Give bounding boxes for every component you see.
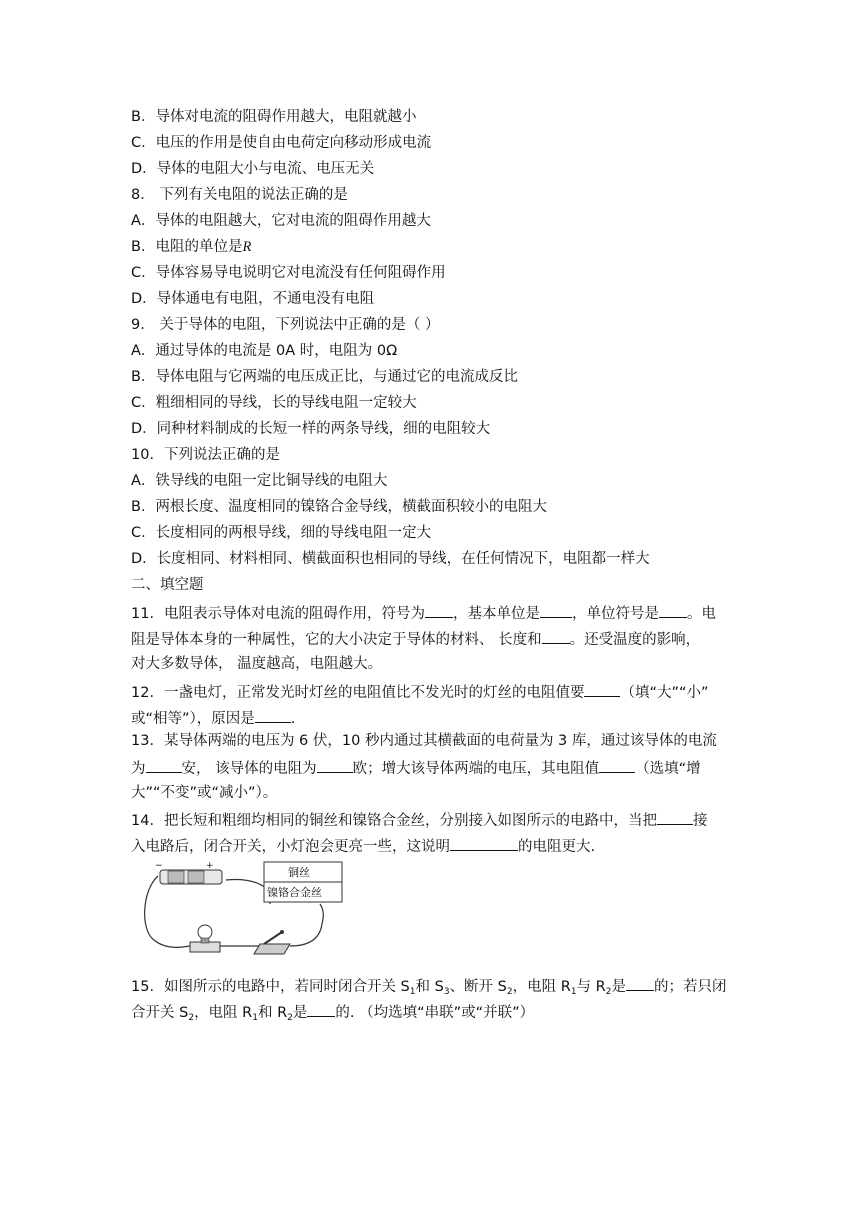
q11-line-3: 对大多数导体， 温度越高，电阻越大。 — [131, 656, 383, 672]
answer-blank — [599, 758, 635, 773]
battery-plus: + — [206, 861, 214, 871]
circuit-wire — [290, 904, 323, 946]
q8-option-c: C．导体容易导电说明它对电流没有任何阻碍作用 — [131, 265, 446, 281]
section-heading-fill-in: 二、填空题 — [131, 577, 204, 593]
circuit-wire — [226, 879, 266, 888]
q8-option-b: B．电阻的单位是R — [131, 239, 252, 255]
q10-option-d: D．长度相同、材料相同、横截面积也相同的导线，在任何情况下，电阻都一样大 — [131, 551, 650, 567]
q10-option-c: C．长度相同的两根导线，细的导线电阻一定大 — [131, 525, 432, 541]
q9-stem: 9． 关于导体的电阻，下列说法中正确的是（ ） — [131, 317, 440, 333]
answer-blank — [450, 836, 518, 851]
q7-option-b: B．导体对电流的阻碍作用越大，电阻就越小 — [131, 109, 417, 125]
q7-option-d: D．导体的电阻大小与电流、电压无关 — [131, 161, 375, 177]
q8-option-a: A．导体的电阻越大，它对电流的阻碍作用越大 — [131, 213, 431, 229]
q13-line-3: 大”“不变”或“减小”）。 — [131, 785, 278, 801]
answer-blank — [657, 810, 693, 825]
q8-stem: 8． 下列有关电阻的说法正确的是 — [131, 187, 348, 203]
q10-stem: 10．下列说法正确的是 — [131, 447, 280, 463]
q13-line-2: 为 安， 该导体的电阻为 欧；增大该导体两端的电压，其电阻值 （选填“增 — [131, 758, 701, 778]
q8-option-d: D．导体通电有电阻，不通电没有电阻 — [131, 291, 375, 307]
answer-blank — [626, 976, 654, 991]
answer-blank — [584, 682, 620, 697]
answer-blank — [317, 758, 353, 773]
answer-blank — [540, 603, 572, 618]
answer-blank — [425, 603, 453, 618]
q12-line-2: 或“相等”），原因是 . — [131, 708, 295, 728]
bulb-icon — [190, 925, 220, 952]
q9-option-c: C．粗细相同的导线，长的导线电阻一定较大 — [131, 395, 417, 411]
q10-option-a: A．铁导线的电阻一定比铜导线的电阻大 — [131, 473, 388, 489]
q14-line-2: 入电路后，闭合开关，小灯泡会更亮一些，这说明 的电阻更大. — [131, 836, 595, 856]
answer-blank — [307, 1002, 335, 1017]
q13-line-1: 13．某导体两端的电压为 6 伏，10 秒内通过其横截面的电荷量为 3 库，通过该导体的电流 — [131, 733, 717, 749]
q9-option-d: D．同种材料制成的长短一样的两条导线，细的电阻较大 — [131, 421, 491, 437]
answer-blank — [146, 758, 182, 773]
battery-icon — [160, 870, 222, 884]
switch-icon — [254, 930, 290, 954]
answer-blank — [255, 708, 291, 723]
q9-option-b: B．导体电阻与它两端的电压成正比，与通过它的电流成反比 — [131, 369, 518, 385]
q11-line-1: 11．电阻表示导体对电流的阻碍作用，符号为 ，基本单位是 ，单位符号是 。电 — [131, 603, 716, 623]
q7-option-c: C．电压的作用是使自由电荷定向移动形成电流 — [131, 135, 432, 151]
answer-blank — [542, 629, 570, 644]
q11-line-2: 阻是导体本身的一种属性，它的大小决定于导体的材料、 长度和 。还受温度的影响， — [131, 629, 700, 649]
label-copper: 铜丝 — [288, 866, 310, 879]
q14-line-1: 14．把长短和粗细均相同的铜丝和镍铬合金丝，分别接入如图所示的电路中，当把 接 — [131, 810, 707, 830]
circuit-wire — [145, 876, 198, 947]
q9-option-a: A．通过导体的电流是 0A 时，电阻为 0Ω — [131, 343, 398, 359]
circuit-figure — [140, 860, 344, 960]
unit-symbol: R — [242, 239, 252, 255]
label-nichrome: 镍铬合金丝 — [267, 886, 322, 899]
q15-line-2: 合开关 $S_2$，电阻 $R_1$和 $R_2$是 的. （均选填“串联”或“并联”） — [131, 1002, 534, 1027]
q10-option-b: B．两根长度、温度相同的镍铬合金导线，横截面积较小的电阻大 — [131, 499, 547, 515]
battery-minus: − — [155, 861, 163, 871]
answer-blank — [659, 603, 687, 618]
q12-line-1: 12．一盏电灯，正常发光时灯丝的电阻值比不发光时的灯丝的电阻值要 （填“大”“小” — [131, 682, 709, 702]
q15-line-1: 15．如图所示的电路中，若同时闭合开关 $S_1$和 $S_3$、断开 $S_2$，电阻 $R_1$与 $R_2$是 的；若只闭 — [131, 976, 726, 1001]
